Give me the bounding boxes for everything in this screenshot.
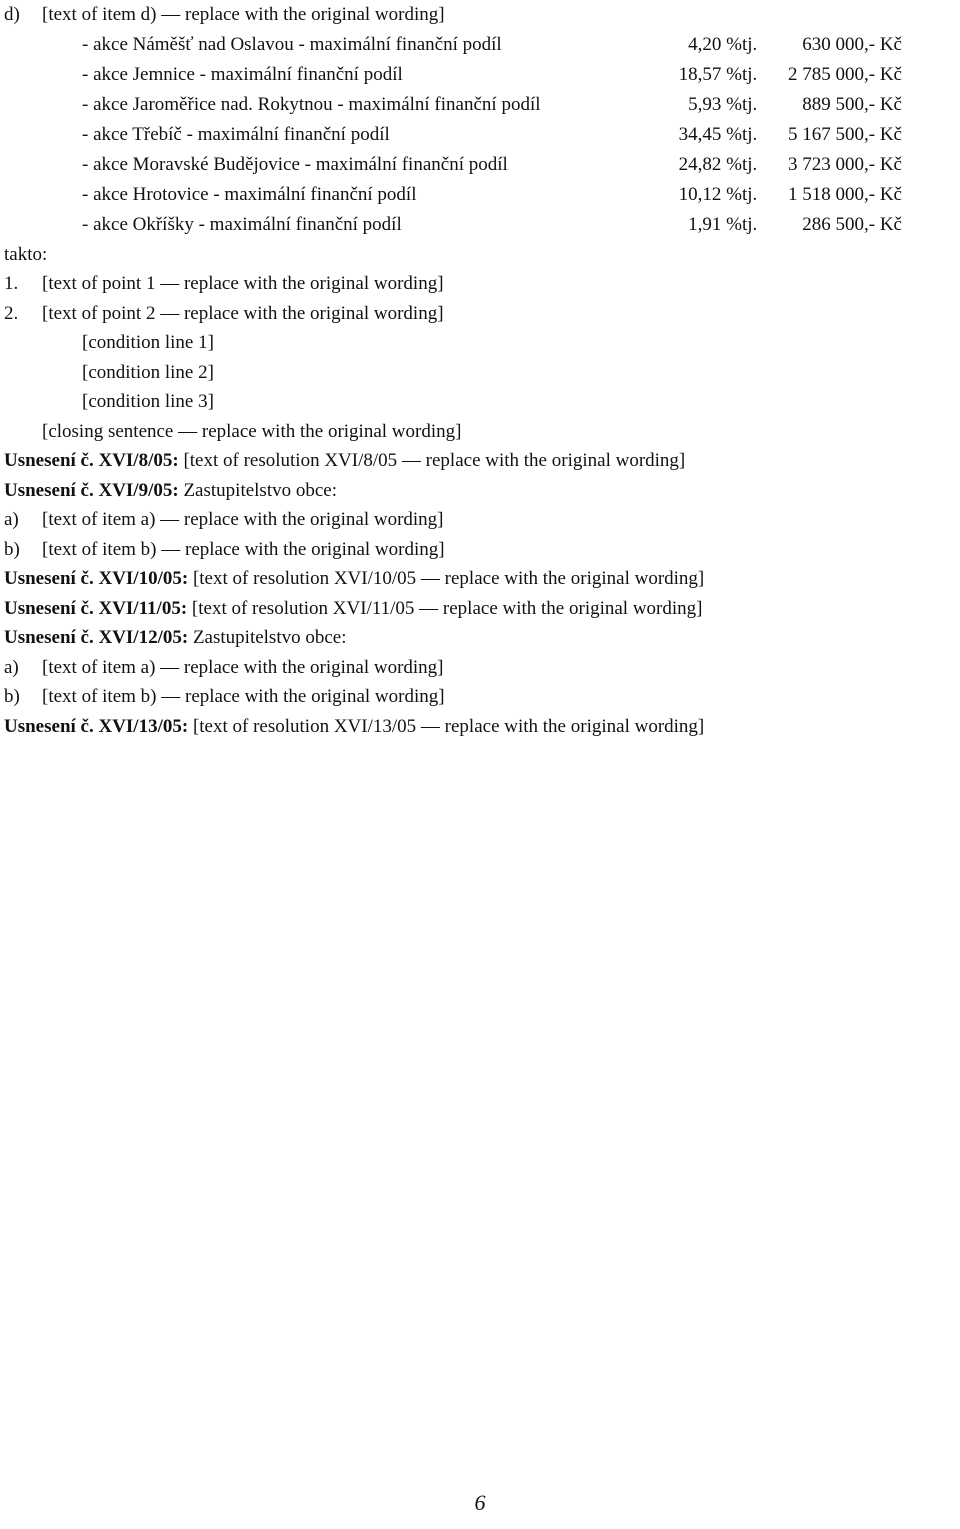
resolution-12-a-text: [text of item a) — replace with the original wording] [42,656,444,678]
share-tj: tj. [742,123,758,145]
share-amount: 1 518 000,- Kč [788,183,902,205]
resolution-12-b-marker: b) [4,686,20,707]
share-tj: tj. [742,33,758,55]
resolution-9-b [4,535,952,565]
resolution-13-label: Usnesení č. XVI/13/05: [4,715,189,737]
resolution-10-label: Usnesení č. XVI/10/05: [4,568,189,589]
resolution-12 [4,623,952,653]
resolution-8-text: [text of resolution XVI/8/05 — replace with the original wording] [183,450,686,471]
share-percent: 24,82 % [678,153,742,175]
share-tj: tj. [742,63,758,85]
share-label: - akce Třebíč - maximální finanční podíl [82,123,390,145]
share-percent: 34,45 % [678,123,742,145]
share-percent: 4,20 % [688,33,742,55]
share-row [82,60,902,90]
share-label: - akce Jemnice - maximální finanční podíl [82,63,403,85]
resolution-11 [4,594,952,624]
resolution-9-a-text: [text of item a) — replace with the original wording] [42,509,444,530]
resolution-8 [4,446,952,476]
page-number: 6 [474,1490,486,1515]
item-d [4,0,952,30]
point-1 [4,269,952,299]
resolution-9-a [4,505,952,535]
share-amount: 5 167 500,- Kč [788,123,902,145]
share-row [82,150,902,180]
share-label: - akce Moravské Budějovice - maximální finanční podíl [82,153,508,175]
share-amount: 3 723 000,- Kč [788,153,902,175]
share-amount: 286 500,- Kč [802,213,902,235]
share-amount: 2 785 000,- Kč [788,63,902,85]
takto-label: takto: [4,243,48,265]
condition-line-2: [condition line 2] [82,361,214,383]
point-2-text: [text of point 2 — replace with the original wording] [42,302,444,324]
share-row [82,210,902,240]
financial-shares-rows [82,30,902,240]
resolution-12-a [4,653,952,683]
point-2 [4,299,952,329]
condition-line-3: [condition line 3] [82,391,214,412]
resolution-12-label: Usnesení č. XVI/12/05: [4,627,189,648]
resolution-9 [4,476,952,506]
resolution-11-label: Usnesení č. XVI/11/05: [4,597,188,619]
point-1-text: [text of point 1 — replace with the original wording] [42,273,444,294]
share-amount: 889 500,- Kč [802,93,902,115]
resolution-9-b-text: [text of item b) — replace with the original wording] [42,538,445,560]
share-row [82,180,902,210]
share-label: - akce Okříšky - maximální finanční podíl [82,213,402,235]
resolution-9-b-marker: b) [4,538,20,560]
point-1-marker: 1. [4,273,19,294]
financial-shares-table [82,30,902,240]
resolution-12-b [4,682,952,712]
share-percent: 1,91 % [688,213,742,235]
share-label: - akce Hrotovice - maximální finanční podíl [82,183,417,205]
resolution-10-text: [text of resolution XVI/10/05 — replace with the original wording] [192,568,705,589]
page-content [4,0,952,741]
resolution-9-intro: Zastupitelstvo obce: [183,479,338,501]
resolution-9-a-marker: a) [4,509,19,530]
resolution-12-intro: Zastupitelstvo obce: [192,627,347,648]
share-tj: tj. [742,183,758,205]
share-label: - akce Jaroměřice nad. Rokytnou - maximální finanční podíl [82,93,541,115]
share-tj: tj. [742,93,758,115]
resolution-12-b-text: [text of item b) — replace with the original wording] [42,686,445,707]
share-percent: 10,12 % [678,183,742,205]
share-row [82,30,902,60]
resolution-10 [4,564,952,594]
item-d-marker: d) [4,4,20,25]
share-amount: 630 000,- Kč [802,33,902,55]
condition-line-1: [condition line 1] [82,332,214,353]
share-tj: tj. [742,153,758,175]
resolution-12-a-marker: a) [4,656,19,678]
share-tj: tj. [742,213,758,235]
resolution-13-text: [text of resolution XVI/13/05 — replace with the original wording] [192,715,705,737]
share-row [82,90,902,120]
point-2-closing-text: [closing sentence — replace with the original wording] [42,420,462,442]
point-2-closing [4,417,952,447]
point-2-marker: 2. [4,302,19,324]
resolution-9-label: Usnesení č. XVI/9/05: [4,479,179,501]
share-label: - akce Náměšť nad Oslavou - maximální finanční podíl [82,33,502,55]
item-d-text: [text of item d) — replace with the original wording] [42,4,445,25]
share-percent: 18,57 % [678,63,742,85]
resolution-8-label: Usnesení č. XVI/8/05: [4,450,179,471]
resolution-13 [4,712,952,742]
resolution-11-text: [text of resolution XVI/11/05 — replace with the original wording] [191,597,703,619]
share-percent: 5,93 % [688,93,742,115]
share-row [82,120,902,150]
